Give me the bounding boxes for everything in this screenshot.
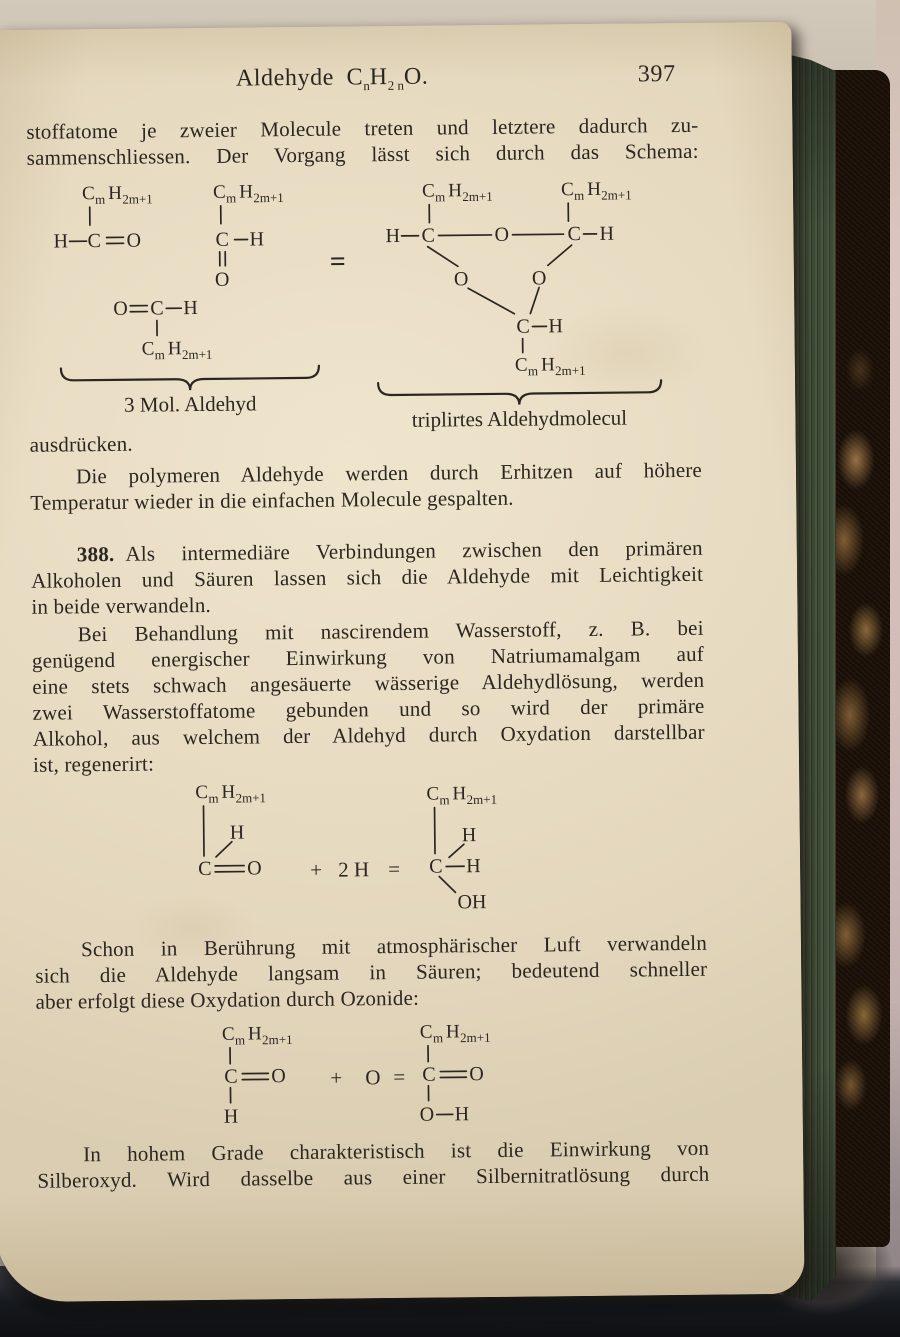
text-line: sich die Aldehyde langsam in Säuren; bedeutend schneller — [35, 956, 708, 988]
text-line: eine stets schwach angesäuerte wässerige Aldehydlösung, werden — [32, 667, 705, 699]
atom-hydrogen: H — [183, 297, 198, 320]
atom-carbon: C — [567, 223, 581, 246]
atom-hydrogen: H — [249, 228, 265, 251]
alkyl-group: $C_m$ $H_{2m+1}$ — [419, 1021, 491, 1046]
section-number: 388. — [76, 541, 115, 567]
atom-carbon: C — [87, 230, 102, 253]
hydroxyl-group: OH — [457, 891, 487, 914]
plus-sign: + — [310, 857, 323, 882]
atom-oxygen: O — [453, 268, 469, 291]
schema-left-label: 3 Mol. Aldehyd — [123, 391, 257, 417]
text-line: genügend energischer Einwirkung von Natriumamalgam auf — [31, 641, 705, 673]
atom-hydrogen: H — [385, 224, 401, 248]
atom-oxygen: O — [271, 1065, 286, 1088]
book-page — [0, 22, 805, 1302]
atom-hydrogen: H — [454, 1103, 470, 1126]
atom-carbon: C — [516, 315, 530, 338]
atom-carbon: C — [198, 857, 212, 881]
alkyl-group: $C_m$ $H_{2m+1}$ — [221, 1023, 293, 1048]
text-line: Die polymeren Aldehyde werden durch Erhitzen auf höhere — [75, 457, 703, 489]
text-line: Temperatur wieder in die einfachen Molecule gespalten. — [30, 485, 514, 515]
atom-hydrogen: H — [53, 230, 69, 253]
oxidation-formula — [184, 1018, 585, 1134]
alkyl-group: $C_m$ $H_{2m+1}$ — [212, 181, 284, 206]
atom-hydrogen: H — [548, 315, 564, 338]
atom-oxygen: O — [419, 1103, 435, 1126]
equals-sign: = — [388, 856, 401, 882]
atom-carbon: C — [215, 228, 230, 251]
text-line: Alkohol, aus welchem der Aldehyd durch Oxydation darstellbar — [32, 719, 705, 751]
text-line: In hohem Grade charakteristisch ist die Einwirkung von — [83, 1135, 710, 1167]
alkyl-group: $C_m$ $H_{2m+1}$ — [421, 180, 493, 205]
equals-sign: = — [393, 1064, 406, 1090]
plus-sign: + — [330, 1065, 343, 1090]
atom-oxygen: O — [247, 857, 262, 880]
text-line: in beide verwandeln. — [31, 592, 212, 619]
text-line: zwei Wasserstoffatome gebunden und so wird der primäre — [32, 693, 705, 725]
atom-oxygen: O — [113, 297, 128, 320]
atom-oxygen: O — [494, 223, 510, 246]
text-line: Bei Behandlung mit nascirendem Wasserstoff, z. B. bei — [77, 615, 704, 647]
page-title: Aldehyde $C_nH_{2 n}O$. — [235, 63, 429, 94]
text-line: ausdrücken. — [29, 431, 133, 457]
text-line: Schon in Berührung mit atmosphärischer Luft verwandeln — [80, 930, 708, 962]
atom-carbon: C — [421, 224, 435, 247]
schema-right-label: triplirtes Aldehydmolecul — [411, 405, 628, 432]
text-line: stoffatome je zweier Molecule treten und letztere dadurch zu- — [26, 112, 699, 144]
chemical-schema — [50, 169, 683, 436]
atom-hydrogen: H — [461, 824, 477, 847]
text-line: Alkoholen und Säuren lassen sich die Aldehyde mit Leichtigkeit — [31, 561, 704, 593]
alkyl-group: $C_m$ $H_{2m+1}$ — [81, 182, 153, 207]
atom-oxygen: O — [214, 268, 230, 291]
atom-oxygen: O — [126, 229, 142, 252]
alkyl-group: $C_m$ $H_{2m+1}$ — [560, 178, 632, 203]
atom-hydrogen: H — [466, 855, 481, 878]
alkyl-group: $C_m$ $H_{2m+1}$ — [426, 783, 498, 808]
atom-carbon: C — [150, 297, 164, 320]
atom-oxygen: O — [531, 267, 547, 290]
text-line: sammenschliessen. Der Vorgang lässt sich durch das Schema: — [26, 138, 699, 170]
text-line: Silberoxyd. Wird dasselbe aus einer Silbernitratlösung durch — [37, 1161, 710, 1193]
reagent-o: O — [365, 1065, 381, 1090]
atom-hydrogen: H — [223, 1105, 239, 1128]
hydrogenation-formula — [151, 776, 573, 930]
alkyl-group: $C_m$ $H_{2m+1}$ — [141, 338, 213, 363]
atom-carbon: C — [429, 855, 443, 878]
atom-hydrogen: H — [599, 222, 615, 245]
alkyl-group: $C_m$ $H_{2m+1}$ — [514, 354, 586, 379]
atom-carbon: C — [224, 1065, 238, 1088]
page-number: 397 — [637, 61, 676, 88]
atom-hydrogen: H — [229, 821, 245, 844]
atom-carbon: C — [422, 1063, 436, 1086]
alkyl-group: $C_m$ $H_{2m+1}$ — [195, 781, 267, 806]
text-line: 388. Als intermediäre Verbindungen zwischen den primären — [76, 535, 703, 567]
text-line: aber erfolgt diese Oxydation durch Ozonide: — [35, 985, 420, 1014]
equals-sign: = — [329, 246, 345, 278]
reagent-2h: 2 H — [338, 857, 370, 882]
atom-oxygen: O — [469, 1063, 484, 1086]
text-line: ist, regenerirt: — [32, 751, 155, 777]
